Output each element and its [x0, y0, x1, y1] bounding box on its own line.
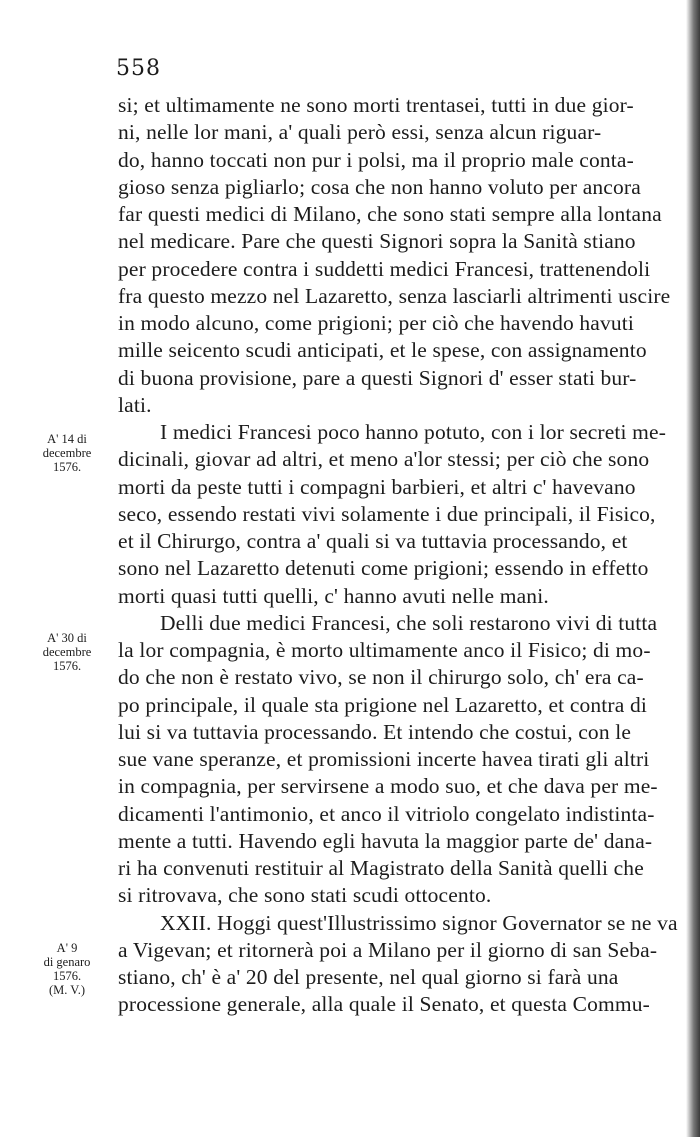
- text-line: morti quasi tutti quelli, c' hanno avuti nelle mani.: [118, 583, 549, 608]
- text-line: di buona provisione, pare a questi Signori d' esser stati bur-: [118, 365, 637, 390]
- text-line: si; et ultimamente ne sono morti trentasei, tutti in due gior-: [118, 93, 634, 117]
- page-number: 558: [116, 56, 161, 81]
- text-line: do, hanno toccati non pur i polsi, ma il proprio male conta-: [118, 147, 634, 172]
- text-line: sue vane speranze, et promissioni incerte havea tirati gli altri: [118, 747, 650, 771]
- text-line: sono nel Lazaretto detenuti come prigioni; essendo in effetto: [118, 556, 649, 581]
- text-line: do che non è restato vivo, se non il chirurgo solo, ch' era ca-: [118, 665, 644, 690]
- text-line: stiano, ch' è a' 20 del presente, nel qual giorno si farà una: [118, 965, 619, 989]
- margin-note-line: A' 30 di: [47, 631, 87, 645]
- margin-note-line: di genaro: [43, 955, 91, 969]
- text-line: lati.: [118, 392, 152, 417]
- margin-note-line: decembre: [42, 645, 92, 659]
- margin-note-line: decembre: [42, 446, 92, 460]
- text-line: mente a tutti. Havendo egli havuta la maggior parte de' dana-: [118, 828, 653, 853]
- text-line: morti da peste tutti i compagni barbieri, et altri c' havevano: [118, 474, 636, 499]
- text-line: processione generale, alla quale il Senato, et questa Commu-: [118, 992, 650, 1017]
- margin-note-line: 1576.: [52, 969, 82, 983]
- text-line: nel medicare. Pare che questi Signori sopra la Sanità stiano: [118, 229, 636, 254]
- margin-note-line: A' 9: [56, 941, 78, 955]
- text-line: in compagnia, per servirsene a modo suo, et che dava per me-: [118, 774, 658, 799]
- paragraph-first-line: XXII. Hoggi quest'Illustrissimo signor Governator se ne va: [160, 910, 678, 935]
- text-line: dicinali, giovar ad altri, et meno a'lor stessi; per ciò che sono: [118, 447, 650, 472]
- text-line: la lor compagnia, è morto ultimamente anco il Fisico; di mo-: [118, 638, 651, 662]
- margin-note-line: 1576.: [52, 460, 82, 474]
- text-line: si ritrovava, che sono stati scudi ottocento.: [118, 883, 492, 908]
- body-text: [118, 92, 680, 1019]
- text-line: ri ha convenuti restituir al Magistrato della Sanità quelli che: [118, 856, 644, 880]
- margin-note-line: (M. V.): [48, 983, 85, 997]
- text-line: a Vigevan; et ritornerà poi a Milano per il giorno di san Seba-: [118, 937, 658, 962]
- margin-note-date: [24, 941, 110, 997]
- text-line: in modo alcuno, come prigioni; per ciò che havendo havuti: [118, 311, 635, 335]
- text-line: po principale, il quale sta prigione nel Lazaretto, et contra di: [118, 692, 647, 717]
- page-edge-shadow: [686, 0, 700, 1137]
- paragraph-first-line: I medici Francesi poco hanno potuto, con i lor secreti me-: [160, 420, 667, 444]
- paragraph-first-line: Delli due medici Francesi, che soli restarono vivi di tutta: [160, 610, 658, 635]
- text-line: far questi medici di Milano, che sono stati sempre alla lontana: [118, 202, 662, 226]
- text-line: ni, nelle lor mani, a' quali però essi, senza alcun riguar-: [118, 120, 602, 145]
- text-line: seco, essendo restati vivi solamente i due principali, il Fisico,: [118, 501, 656, 526]
- text-line: mille seicento scudi anticipati, et le spese, con assignamento: [118, 338, 647, 363]
- text-line: dicamenti l'antimonio, et anco il vitriolo congelato indistinta-: [118, 801, 655, 826]
- text-line: gioso senza pigliarlo; cosa che non hanno voluto per ancora: [118, 174, 641, 199]
- text-line: per procedere contra i suddetti medici Francesi, trattenendoli: [118, 256, 651, 281]
- text-line: et il Chirurgo, contra a' quali si va tuttavia processando, et: [118, 529, 628, 553]
- text-line: lui si va tuttavia processando. Et intendo che costui, con le: [118, 719, 632, 744]
- margin-note-date: [24, 631, 110, 673]
- margin-note-line: 1576.: [52, 659, 82, 673]
- margin-note-date: [24, 432, 110, 474]
- text-line: fra questo mezzo nel Lazaretto, senza lasciarli altrimenti uscire: [118, 283, 671, 308]
- margin-note-line: A' 14 di: [47, 432, 87, 446]
